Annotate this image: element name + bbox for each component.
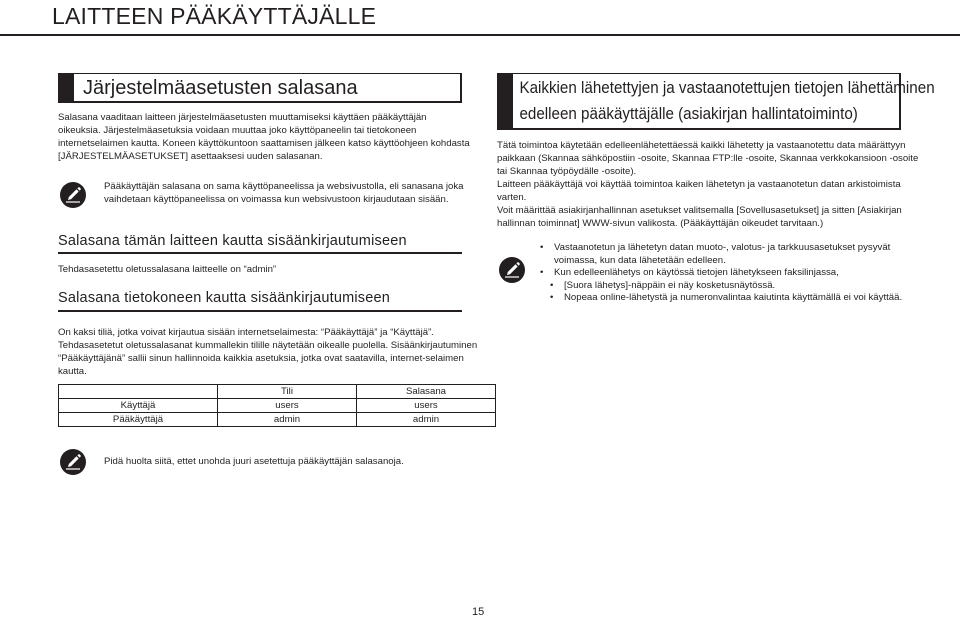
right-heading-box bbox=[497, 73, 935, 130]
table-cell: admin bbox=[357, 413, 496, 427]
text-line: paikkaan (Skannaa sähköpostiin -osoite, Skannaa FTP:lle -osoite, Skannaa verkkokansioon -osoite bbox=[497, 153, 919, 164]
table-header-cell bbox=[59, 385, 218, 399]
page-number: 15 bbox=[472, 606, 485, 618]
list-item: • [Suora lähetys]-näppäin ei näy kosketusnäytössä. bbox=[540, 280, 902, 293]
text-line: Voit määrittää asiakirjanhallinnan asetukset valitsemalla [Sovellusasetukset] ja sitten [Asiakirjan bbox=[497, 205, 902, 216]
note-pencil-icon bbox=[59, 448, 87, 476]
text-line: Tehdasasetetut oletussalasanat kummallekin tilille näytetään oikealle puolella. Sisäänkirjautuminen bbox=[58, 340, 478, 351]
list-item-text: voimassa, kun data lähetetään edelleen. bbox=[554, 254, 726, 266]
text-line: kautta. bbox=[58, 366, 87, 377]
section2-heading: Salasana tietokoneen kautta sisäänkirjautumiseen bbox=[58, 290, 391, 306]
list-item: • Vastaanotetun ja lähetetyn datan muoto-, valotus- ja tarkkuusasetukset pysyvät bbox=[540, 242, 902, 255]
table-cell: users bbox=[218, 399, 357, 413]
section2-text bbox=[58, 326, 477, 378]
section1-text: Tehdasasetettu oletussalasana laitteelle on “admin” bbox=[58, 264, 277, 275]
note-pencil-icon bbox=[59, 181, 87, 209]
table-header-row bbox=[59, 385, 496, 399]
text-line: Salasana vaaditaan laitteen järjestelmäasetusten muuttamiseksi käyttäen pääkäyttäjän bbox=[58, 112, 427, 123]
section1-heading: Salasana tämän laitteen kautta sisäänkirjautumiseen bbox=[58, 233, 407, 249]
section1-rule bbox=[58, 252, 462, 254]
right-bullet-list bbox=[540, 242, 902, 305]
note2-text: Pidä huolta siitä, ettet unohda juuri asetettuja pääkäyttäjän salasanoja. bbox=[104, 456, 404, 467]
text-line: On kaksi tiliä, jotka voivat kirjautua sisään internetselaimesta: “Pääkäyttäjä” ja “Käyttäjä”. bbox=[58, 327, 434, 338]
table-header-cell: Tili bbox=[218, 385, 357, 399]
text-line: [JÄRJESTELMÄASETUKSET] asettaaksesi uuden salasanan. bbox=[58, 151, 323, 162]
text-line: vaihdetaan käyttöpaneelissa on voimassa kun websivustoon kirjaudutaan sisään. bbox=[104, 194, 449, 205]
list-item-continuation bbox=[540, 255, 902, 268]
table-cell: Käyttäjä bbox=[59, 399, 218, 413]
table-cell: Pääkäyttäjä bbox=[59, 413, 218, 427]
text-line: “Pääkäyttäjänä” sallii sinun hallinnoida kaikkia asetuksia, jotka ovat saatavilla, internet-selaimen bbox=[58, 353, 464, 364]
text-line: Pääkäyttäjän salasana on sama käyttöpaneelissa ja websivustolla, eli sanasana joka bbox=[104, 181, 464, 192]
text-line: varten. bbox=[497, 192, 527, 203]
right-heading-line: edelleen pääkäyttäjälle (asiakirjan hallintatoiminto) bbox=[519, 105, 858, 123]
password-table bbox=[58, 384, 496, 427]
list-item: • Kun edelleenlähetys on käytössä tietojen lähetykseen faksilinjassa, bbox=[540, 267, 902, 280]
text-line: Tätä toimintoa käytetään edelleenlähetettäessä kaikki lähetetty ja vastaanotettu data määrättyyn bbox=[497, 140, 906, 151]
text-line: tai Skannaa työpöydälle -osoite). bbox=[497, 166, 637, 177]
table-row bbox=[59, 399, 496, 413]
left-heading: Järjestelmäasetusten salasana bbox=[83, 77, 358, 99]
left-heading-box bbox=[58, 73, 462, 103]
right-body-text bbox=[497, 139, 918, 230]
table-row bbox=[59, 413, 496, 427]
table-cell: users bbox=[357, 399, 496, 413]
text-line: Laitteen pääkäyttäjä voi käyttää toimintoa kaiken lähetetyn ja vastaanotetun datan arkistoimista bbox=[497, 179, 901, 190]
section2-rule bbox=[58, 310, 462, 312]
text-line: internetselaimen kautta. Koneen käyttökuntoon saattamisen jälkeen katso käyttöohjeen kohdasta bbox=[58, 138, 470, 149]
note-pencil-icon bbox=[498, 256, 526, 284]
page-title: LAITTEEN PÄÄKÄYTTÄJÄLLE bbox=[52, 3, 377, 29]
text-line: hallinnan toiminnat] WWW-sivun valikosta. (Pääkäyttäjän oikeudet tarvitaan.) bbox=[497, 218, 824, 229]
note1-text bbox=[104, 180, 463, 206]
right-heading-line: Kaikkien lähetettyjen ja vastaanotettujen tietojen lähettäminen bbox=[519, 79, 935, 97]
table-header-cell: Salasana bbox=[357, 385, 496, 399]
text-line: oikeuksia. Järjestelmäasetuksia voidaan muuttaa joko käyttöpaneelin tai tietokoneen bbox=[58, 125, 417, 136]
table-cell: admin bbox=[218, 413, 357, 427]
list-item: • Nopeaa online-lähetystä ja numeronvalintaa kaiutinta käyttämällä ei voi käyttää. bbox=[540, 292, 902, 305]
left-intro-text bbox=[58, 111, 470, 163]
